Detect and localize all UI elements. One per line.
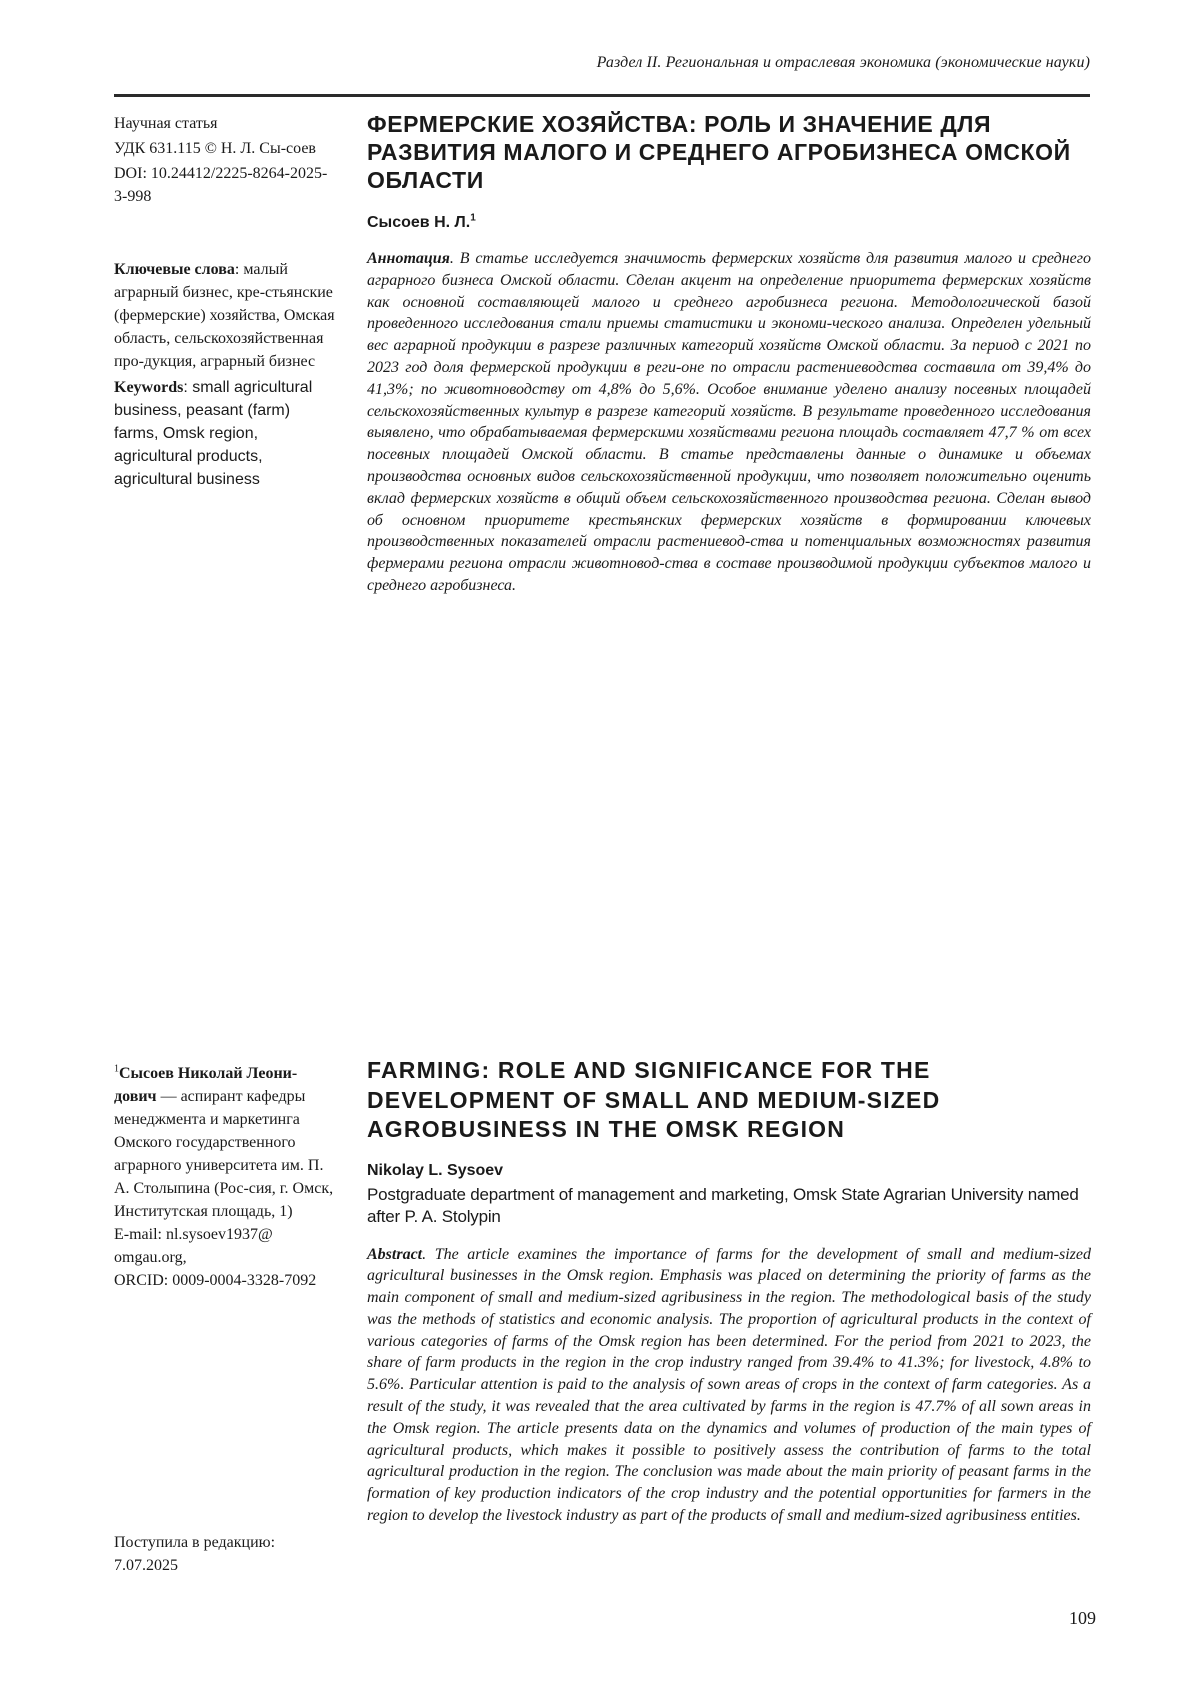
ru-abstract bbox=[367, 248, 1091, 597]
received-label: Поступила в редакцию: bbox=[114, 1531, 336, 1554]
page-number: 109 bbox=[1056, 1608, 1096, 1629]
author-info bbox=[114, 1062, 336, 1292]
doi: DOI: 10.24412/2225-8264-2025-3-998 bbox=[114, 162, 336, 208]
author-info-sup: 1 bbox=[114, 1064, 119, 1075]
keywords-ru-label: Ключевые слова bbox=[114, 261, 235, 278]
keywords-ru-text: : малый аграрный бизнес, кре-стьянские (фермерские) хозяйства, Омская область, сельскохозяйственная про-дукция, аграрный бизнес bbox=[114, 261, 335, 370]
header-rule bbox=[114, 94, 1090, 97]
article-type: Научная статья bbox=[114, 112, 336, 135]
en-affiliation: Postgraduate department of management and marketing, Omsk State Agrarian University named after P. A. Stolypin bbox=[367, 1184, 1091, 1228]
ru-section bbox=[367, 110, 1091, 597]
ru-author-sup: 1 bbox=[470, 213, 476, 224]
udk-code: УДК 631.115 © Н. Л. Сы-соев bbox=[114, 137, 336, 160]
keywords-ru bbox=[114, 258, 336, 373]
ru-title: ФЕРМЕРСКИЕ ХОЗЯЙСТВА: РОЛЬ И ЗНАЧЕНИЕ ДЛЯ РАЗВИТИЯ МАЛОГО И СРЕДНЕГО АГРОБИЗНЕСА ОМСКОЙ ОБЛАСТИ bbox=[367, 110, 1091, 194]
en-section bbox=[367, 1056, 1091, 1527]
received-date: 7.07.2025 bbox=[114, 1554, 336, 1577]
received-block bbox=[114, 1531, 336, 1577]
author-bio bbox=[114, 1062, 336, 1223]
ru-author-name: Сысоев Н. Л. bbox=[367, 214, 470, 231]
keywords-en bbox=[114, 376, 336, 491]
author-desc: — аспирант кафедры менеджмента и маркетинга Омского государственного аграрного университета им. П. А. Столыпина (Рос-сия, г. Омск, Институтская площадь, 1) bbox=[114, 1088, 333, 1220]
en-abstract bbox=[367, 1244, 1091, 1527]
en-abstract-text: . The article examines the importance of farms for the development of small and medium-sized agricultural businesses in the Omsk region. Emphasis was placed on determining the priority of farms as the main component of small and medium-sized agribusiness in the region. The methodological basis of the study was the methods of statistics and economic analysis. The proportion of agricultural products in the context of various categories of farms of the Omsk region has been determined. For the period from 2021 to 2023, the share of farm products in the region in the crop industry ranged from 39.4% to 41.3%; for livestock, 4.8% to 5.6%. Particular attention is paid to the analysis of sown areas of crops in the context of farm categories. As a result of the study, it was revealed that the area cultivated by farms in the region is 47.7% of all sown areas in the Omsk region. The article presents data on the dynamics and volumes of production of the main types of agricultural products, which makes it possible to positively assess the contribution of farms to the total agricultural production in the region. The conclusion was made about the main priority of peasant farms in the formation of key production indicators of the crop industry and the potential opportunities for farmers in the region to develop the livestock industry as part of the products of small and medium-sized agribusiness entities. bbox=[367, 1246, 1091, 1525]
en-title: FARMING: ROLE AND SIGNIFICANCE FOR THE DEVELOPMENT OF SMALL AND MEDIUM-SIZED AGROBUSINESS IN THE OMSK REGION bbox=[367, 1056, 1091, 1145]
ru-abstract-label: Аннотация bbox=[367, 250, 450, 267]
ru-author bbox=[367, 214, 1091, 232]
author-full-name: Сысоев Николай Леони-дович bbox=[114, 1065, 297, 1105]
keywords-en-text: : small agricultural business, peasant (farm) farms, Omsk region, agricultural products, agricultural business bbox=[114, 379, 312, 488]
ru-abstract-text: . В статье исследуется значимость фермерских хозяйств для развития малого и среднего аграрного бизнеса Омской области. Сделан акцент на определение приоритета фермерских хозяйств как основной составляющей малого и среднего агробизнеса региона. Методологической базой проведенного исследования стали приемы статистики и экономи-ческого анализа. Определен удельный вес аграрной продукции в разрезе различных категорий хозяйств Омской области. За период с 2021 по 2023 год доля фермерской продукции в реги-оне по отрасли растениеводства составила от 39,4% до 41,3%; по животноводству от 4,8% до 5,6%. Особое внимание уделено анализу посевных площадей сельскохозяйственных культур в разрезе категорий хозяйств. В результате проведенного исследования выявлено, что обрабатываемая фермерскими хозяйствами региона площадь составляет 47,7 % от всех посевных площадей Омской области. В статье представлены данные о динамике и объемах производства основных видов сельскохозяйственной продукции, что позволяет положительно оценить вклад фермерских хозяйств в общий объем сельскохозяйственного производства региона. Сделан вывод об основном приоритете крестьянских фермерских хозяйств в формировании ключевых производственных показателей отрасли растениевод-ства и потенциальных возможностях развития фермерами региона отрасли животновод-ства в составе производимой продукции субъектов малого и среднего агробизнеса. bbox=[367, 250, 1091, 594]
article-meta bbox=[114, 112, 336, 208]
running-header: Раздел II. Региональная и отраслевая экономика (экономические науки) bbox=[190, 54, 1090, 72]
en-abstract-label: Abstract bbox=[367, 1246, 422, 1263]
author-orcid: ORCID: 0009-0004-3328-7092 bbox=[114, 1269, 336, 1292]
en-author: Nikolay L. Sysoev bbox=[367, 1162, 1091, 1180]
keywords-en-label: Keywords bbox=[114, 379, 183, 396]
author-email: E-mail: nl.sysoev1937@ omgau.org, bbox=[114, 1223, 336, 1269]
keywords-block bbox=[114, 258, 336, 491]
